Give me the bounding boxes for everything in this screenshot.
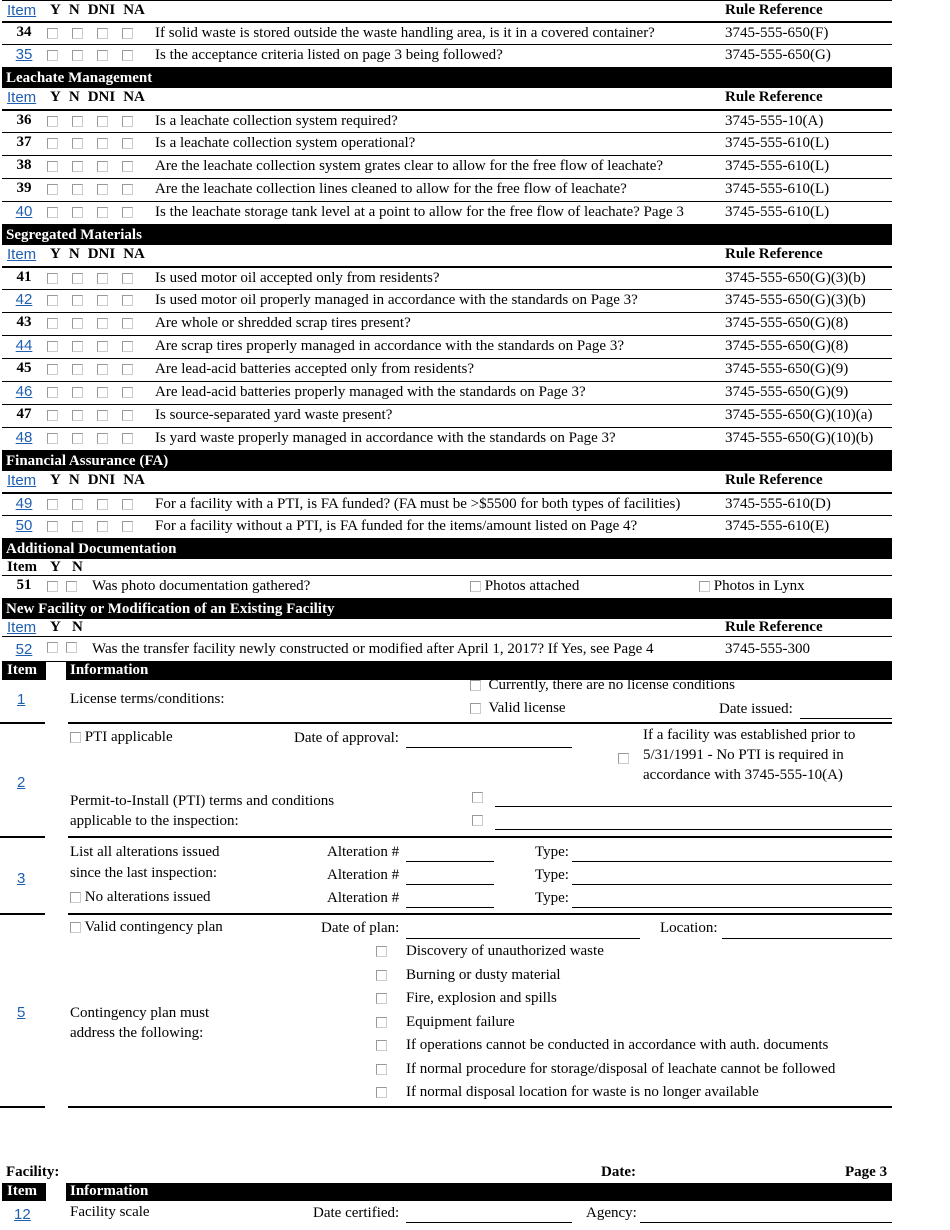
checkbox-dni[interactable] [97,499,108,510]
checkbox-n[interactable] [72,116,83,127]
leachate-rows [2,110,892,225]
date-certified-field[interactable] [406,1222,572,1223]
rule-reference: 3745-555-650(G)(9) [725,361,849,377]
checkbox-na[interactable] [122,521,133,532]
item-number[interactable]: 44 [15,337,33,354]
checkbox-y[interactable] [47,273,58,284]
checkbox-na[interactable] [122,273,133,284]
question-row-45 [2,359,892,382]
rule-reference: 3745-555-650(G) [725,47,831,63]
checkbox-na[interactable] [122,184,133,195]
column-header [2,0,892,22]
rule-reference: 3745-555-610(L) [725,181,830,197]
rule-reference: 3745-555-650(G)(9) [725,384,849,400]
row-51: 51 Was photo documentation gathered? Photos attached Photos in Lynx [2,576,892,599]
rule-reference-header: Rule Reference [725,2,823,18]
contingency-item [376,990,557,1007]
checkbox-dni[interactable] [97,433,108,444]
checkbox-na[interactable] [122,341,133,352]
item-number: 36 [16,112,32,128]
column-header: Item Y N DNI NA Rule Reference [2,245,892,267]
checkbox-photos-attached[interactable] [470,581,481,592]
item-number: 47 [16,406,32,422]
contingency-text: If normal disposal location for waste is no longer available [406,1084,759,1100]
date-approval-field[interactable] [406,747,572,748]
rule-reference: 3745-555-10(A) [725,113,824,129]
checkbox-contingency[interactable] [376,1017,387,1028]
rule-reference: 3745-555-650(G)(10)(a) [725,407,873,423]
rule-reference: 3745-555-610(L) [725,204,830,220]
info-item-2[interactable]: 2 [17,774,26,791]
checkbox-n[interactable] [72,295,83,306]
item-number: 39 [16,180,32,196]
checkbox-y[interactable] [47,581,58,592]
checkbox-y[interactable] [47,184,58,195]
contingency-text: Fire, explosion and spills [406,990,557,1006]
info-item-5[interactable]: 5 [17,1004,26,1021]
question-text: Is a leachate collection system operational? [155,135,416,151]
question-text: Are the leachate collection system grates clear to allow for the free flow of leachate? [155,158,664,174]
question-text: If solid waste is stored outside the waste handling area, is it in a covered container? [155,25,655,41]
item-number[interactable]: 50 [15,517,33,534]
question-row-46 [2,382,892,405]
checkbox-dni[interactable] [97,341,108,352]
question-text: Is the acceptance criteria listed on page 3 being followed? [155,47,503,63]
top-rows [2,22,892,68]
footer-date: Date: [601,1164,636,1180]
checkbox-na[interactable] [122,433,133,444]
checkbox-y[interactable] [47,116,58,127]
item-number: 34 [16,24,32,40]
checkbox-contingency[interactable] [376,946,387,957]
info-item-1[interactable]: 1 [17,691,26,708]
checkbox-valid-license[interactable] [470,703,481,714]
checkbox-y[interactable] [47,318,58,329]
checkbox-n[interactable] [72,364,83,375]
segregated-rows [2,267,892,451]
checkbox-contingency[interactable] [376,993,387,1004]
item-number: 37 [16,134,32,150]
contingency-item [376,1084,759,1101]
rule-reference: 3745-555-610(L) [725,135,830,151]
checkbox-y[interactable] [47,521,58,532]
checkbox-dni[interactable] [97,207,108,218]
checkbox-dni[interactable] [97,28,108,39]
info-item-3[interactable]: 3 [17,870,26,887]
checkbox-dni[interactable] [97,387,108,398]
question-text: Is used motor oil accepted only from residents? [155,270,440,286]
checkbox-photos-lynx[interactable] [699,581,710,592]
contingency-item [376,1037,828,1054]
section-new-facility: New Facility or Modification of an Existing Facility [2,599,892,619]
checkbox-y[interactable] [47,295,58,306]
checkbox-dni[interactable] [97,50,108,61]
checkbox-na[interactable] [122,50,133,61]
answer-columns: Y N DNI NA [50,2,145,18]
checkbox-y[interactable] [47,341,58,352]
alteration-field-2[interactable] [406,884,494,885]
contingency-item [376,1014,515,1031]
question-text: Are scrap tires properly managed in accordance with the standards on Page 3? [155,338,624,354]
checkbox-dni[interactable] [97,116,108,127]
checkbox-dni[interactable] [97,521,108,532]
checkbox-n[interactable] [72,207,83,218]
rule-reference: 3745-555-650(G)(8) [725,315,849,331]
rule-reference: 3745-555-610(L) [725,158,830,174]
checkbox-n[interactable] [66,642,77,653]
checkbox-na[interactable] [122,499,133,510]
rule-reference: 3745-555-650(G)(10)(b) [725,430,874,446]
checkbox-n[interactable] [72,499,83,510]
question-row-37 [2,133,892,156]
checkbox-contingency[interactable] [376,1064,387,1075]
contingency-item [376,967,561,984]
checkbox-y[interactable] [47,207,58,218]
checkbox-n[interactable] [72,184,83,195]
checkbox-na[interactable] [122,295,133,306]
question-text: Is yard waste properly managed in accordance with the standards on Page 3? [155,430,616,446]
question-text: Are whole or shredded scrap tires present? [155,315,411,331]
question-row-36 [2,110,892,133]
checkbox-n[interactable] [72,387,83,398]
question-text: Is a leachate collection system required? [155,113,398,129]
checkbox-na[interactable] [122,207,133,218]
item-header: Item [7,2,37,19]
question-row-38 [2,156,892,179]
section-additional: Additional Documentation [2,539,892,559]
contingency-text: If normal procedure for storage/disposal of leachate cannot be followed [406,1060,836,1077]
checkbox-n[interactable] [66,581,77,592]
date-issued-field[interactable] [800,718,892,719]
row-52: 52 Was the transfer facility newly constructed or modified after April 1, 2017? If Yes, see Page 4 3745-555-300 [2,636,892,662]
checkbox-n[interactable] [72,433,83,444]
agency-field[interactable] [640,1222,892,1223]
question-row-43 [2,313,892,336]
checkbox-dni[interactable] [97,318,108,329]
contingency-item [376,1061,835,1078]
checkbox-pti-applicable[interactable] [70,732,81,743]
rule-reference: 3745-555-610(D) [725,496,831,512]
date-plan-field[interactable] [406,938,640,939]
checkbox-na[interactable] [122,138,133,149]
checkbox-y[interactable] [47,364,58,375]
checkbox-y[interactable] [47,387,58,398]
column-header: Item Y N DNI NA Rule Reference [2,88,892,110]
question-row-35 [2,45,892,68]
checkbox-no-alterations[interactable] [70,892,81,903]
footer-facility: Facility: [6,1164,60,1180]
question-text: Is used motor oil properly managed in accordance with the standards on Page 3? [155,292,638,308]
checkbox-n[interactable] [72,521,83,532]
question-row-39 [2,179,892,202]
checkbox-no-pti-required[interactable] [618,753,629,764]
section-leachate: Leachate Management [2,68,892,88]
checkbox-n[interactable] [72,28,83,39]
rule-reference: 3745-555-610(E) [725,518,830,534]
question-row-41 [2,267,892,290]
item-number[interactable]: 48 [15,429,33,446]
alteration-field-3[interactable] [406,907,494,908]
item-number: 41 [16,269,32,285]
checkbox-dni[interactable] [97,410,108,421]
checkbox-contingency[interactable] [376,970,387,981]
checkbox-n[interactable] [72,50,83,61]
contingency-text: Discovery of unauthorized waste [406,943,604,959]
checkbox-dni[interactable] [97,295,108,306]
item-number[interactable]: 35 [15,46,33,63]
checkbox-n[interactable] [72,410,83,421]
type-field-1[interactable] [572,861,892,862]
question-row-44 [2,336,892,359]
contingency-text: Burning or dusty material [406,966,561,983]
question-text: Is the leachate storage tank level at a point to allow for the free flow of leachate? Page 3 [155,204,684,220]
item-number[interactable]: 46 [15,383,33,400]
checkbox-na[interactable] [122,410,133,421]
item-number: 38 [16,157,32,173]
question-row-34 [2,22,892,45]
column-header: Item Y N Rule Reference [7,619,823,636]
checkbox-na[interactable] [122,364,133,375]
checkbox-na[interactable] [122,116,133,127]
contingency-text: If operations cannot be conducted in accordance with auth. documents [406,1037,829,1053]
alteration-field-1[interactable] [406,861,494,862]
pti-term-field-2[interactable] [495,829,892,830]
item-number[interactable]: 42 [15,291,33,308]
info-header: Item Information [2,662,892,680]
contingency-item [376,943,604,960]
checkbox-n[interactable] [72,318,83,329]
checkbox-dni[interactable] [97,161,108,172]
item-number[interactable]: 49 [15,495,33,512]
checkbox-na[interactable] [122,318,133,329]
checkbox-y[interactable] [47,433,58,444]
section-segregated: Segregated Materials [2,225,892,245]
checkbox-contingency[interactable] [376,1087,387,1098]
question-row-42 [2,290,892,313]
checkbox-dni[interactable] [97,364,108,375]
checkbox-contingency[interactable] [376,1040,387,1051]
checkbox-n[interactable] [72,138,83,149]
checkbox-y[interactable] [47,499,58,510]
question-text: For a facility without a PTI, is FA funded for the items/amount listed on Page 4? [155,518,638,534]
checkbox-pti-term-2[interactable] [472,815,483,826]
checkbox-dni[interactable] [97,273,108,284]
question-row-40 [2,202,892,225]
question-text: For a facility with a PTI, is FA funded? (FA must be >$5500 for both types of facilities) [155,496,681,512]
question-text: Is source-separated yard waste present? [155,407,393,423]
checkbox-na[interactable] [122,387,133,398]
checkbox-pti-term-1[interactable] [472,792,483,803]
checkbox-n[interactable] [72,273,83,284]
checkbox-na[interactable] [122,28,133,39]
checkbox-dni[interactable] [97,184,108,195]
checkbox-n[interactable] [72,161,83,172]
column-header: Item Y N [2,559,892,576]
location-field[interactable] [722,938,892,939]
rule-reference: 3745-555-650(F) [725,25,829,41]
footer-page: Page 3 [845,1164,888,1180]
type-field-2[interactable] [572,884,892,885]
checkbox-y[interactable] [47,50,58,61]
checkbox-na[interactable] [122,161,133,172]
section-financial: Financial Assurance (FA) [2,451,892,471]
rule-reference: 3745-555-650(G)(3)(b) [725,270,866,286]
checkbox-y[interactable] [47,161,58,172]
financial-rows [2,493,892,539]
checkbox-dni[interactable] [97,138,108,149]
question-row-49 [2,493,892,516]
info-item-12[interactable]: 12 [14,1206,31,1223]
rule-reference: 3745-555-650(G)(3)(b) [725,292,866,308]
checkbox-y[interactable] [47,642,58,653]
item-number[interactable]: 40 [15,203,33,220]
info-header-2: Item Information [2,1183,892,1201]
question-text: Are lead-acid batteries properly managed with the standards on Page 3? [155,384,586,400]
type-field-3[interactable] [572,907,892,908]
checkbox-valid-contingency[interactable] [70,922,81,933]
question-row-50 [2,516,892,539]
item-number: 43 [16,314,32,330]
contingency-text: Equipment failure [406,1013,515,1030]
rule-reference: 3745-555-650(G)(8) [725,338,849,354]
checkbox-no-license-conditions[interactable] [470,680,481,691]
pti-term-field-1[interactable] [495,806,892,807]
checkbox-y[interactable] [47,28,58,39]
item-number: 45 [16,360,32,376]
question-text: Are the leachate collection lines cleaned to allow for the free flow of leachate? [155,181,627,197]
question-row-48 [2,428,892,451]
checkbox-n[interactable] [72,341,83,352]
question-row-47 [2,405,892,428]
checkbox-y[interactable] [47,138,58,149]
question-text: Are lead-acid batteries accepted only from residents? [155,361,475,377]
checkbox-y[interactable] [47,410,58,421]
form-page [2,0,892,680]
column-header: Item Y N DNI NA Rule Reference [2,471,892,493]
